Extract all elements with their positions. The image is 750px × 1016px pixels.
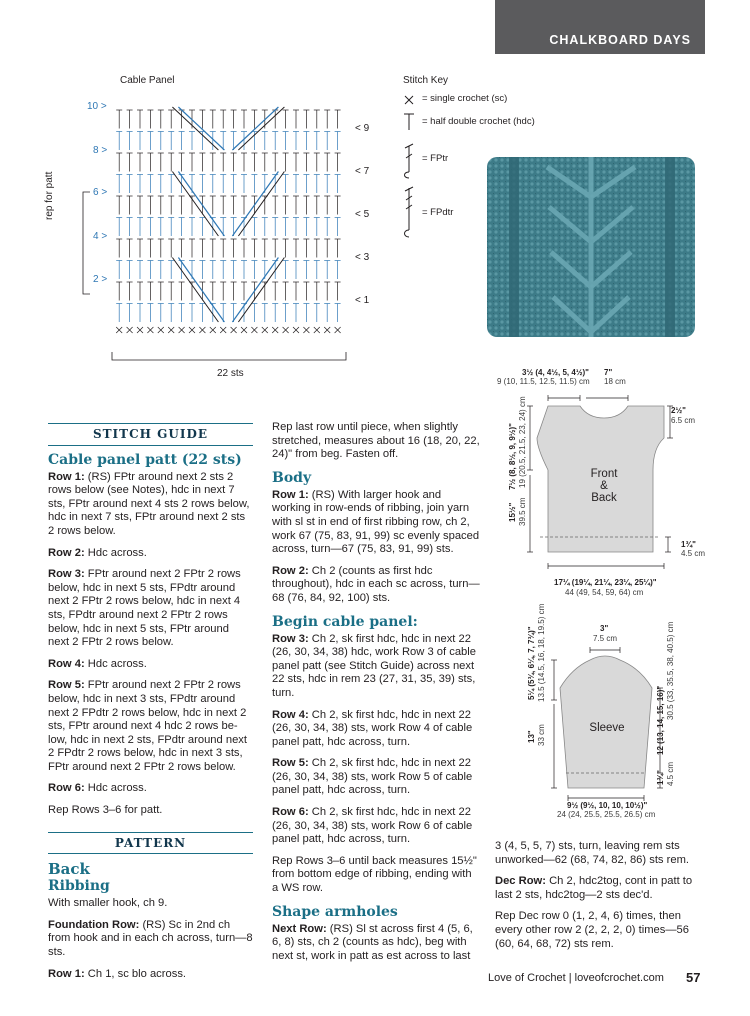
shape-row: Next Row: (RS) Sl st across first 4 (5, 6, 6, 8) sts, ch 2 (counts as hdc), beg with next st, work in patt as est across to last (272, 922, 473, 962)
cable-row: Row 5: Ch 2, sk first hdc, hdc in next 22 (26, 30, 34, 38) sts, work Row 5 of cable panel patt, hdc across, turn. (272, 757, 473, 797)
chart-stitch (172, 107, 218, 150)
body-row: Row 1: (RS) With larger hook and working in row-ends of ribbing, join yarn with sl st in end of first ribbing row, ch 2, work 67 (75, 83, 91, 99) sc evenly spaced across, turn—67 (75, 83, 91, 99) sts. (272, 488, 480, 556)
chart-row-label: < 1 (355, 295, 370, 306)
section-banner (495, 0, 705, 54)
body-row: Row 2: Ch 2 (counts as first hdc throughout), hdc in each sc across, turn—68 (76, 84, 92, 100) sts. (272, 564, 480, 604)
cable-rows (272, 633, 480, 896)
dec-row: Rep Dec row 0 (1, 2, 4, 6) times, then every other row 2 (2, 2, 2, 0) times—56 (60, 64, 68, 72) sts rem. (495, 910, 689, 950)
front-left-lower-in: 15½" (508, 502, 517, 522)
cable-row: Row 6: Ch 2, sk first hdc, hdc in next 22 (26, 30, 34, 38) sts, work Row 6 of cable panel patt, hdc across, turn. (272, 806, 473, 846)
stitch-guide-row: Row 4: Hdc across. (48, 657, 147, 670)
page-number: 57 (686, 970, 701, 985)
back-heading: Back (48, 860, 90, 879)
front-right-bottom-in: 1¾" (681, 540, 696, 549)
front-top-mid-in: 7" (604, 368, 613, 377)
cable-row: Rep Rows 3–6 until back measures 15½" from bottom edge of ribbing, ending with a WS row. (272, 854, 477, 895)
stitch-guide-row: Row 2: Hdc across. (48, 546, 147, 559)
stitch-guide-row: Row 1: (RS) FPtr around next 2 sts 2 rows below (see Notes), hdc in next 7 sts, FPtr around next 4 sts 2 rows below, hdc in next 7 sts, FPtr around next 2 sts 2 rows below. (48, 470, 250, 537)
stitch-guide-rows (48, 471, 253, 818)
pattern-heading: PATTERN (48, 832, 253, 855)
rep-bracket (80, 190, 92, 300)
stitch-key-item: = FPtr (422, 153, 449, 164)
chart-stitch (232, 258, 278, 323)
sc-symbol-icon (405, 96, 413, 104)
chart-stitch (238, 258, 284, 323)
cable-row: Row 4: Ch 2, sk first hdc, hdc in next 22 (26, 30, 34, 38) sts, work Row 4 of cable panel patt, hdc across, turn. (272, 708, 473, 748)
dec-row: Dec Row: Ch 2, hdc2tog, cont in patt to last 2 sts, hdc2tog—2 sts dec'd. (495, 875, 693, 901)
cable-panel-heading: Cable panel patt (22 sts) (48, 451, 242, 468)
chart-stitch (178, 107, 224, 150)
sleeve-left-in: 13" (527, 730, 536, 743)
column-1 (48, 423, 253, 989)
stitch-guide-row: Rep Rows 3–6 for patt. (48, 804, 163, 817)
shape-armholes-heading: Shape armholes (272, 903, 398, 920)
sleeve-label: Sleeve (589, 722, 625, 734)
chart-row-label: 2 > (93, 274, 108, 285)
front-bottom-in: 17¼ (19¼, 21¼, 23¼, 25¼)" (554, 578, 657, 587)
front-label: Front & Back (590, 468, 618, 504)
stitch-key-title: Stitch Key (403, 75, 449, 86)
column-3 (495, 840, 705, 959)
chart-title: Cable Panel (120, 75, 175, 86)
stitch-guide-row: Row 6: Hdc across. (48, 782, 147, 795)
front-right-top-in: 2½" (671, 406, 686, 415)
swatch-photo (487, 157, 695, 337)
sleeve-bottom-in: 9½ (9½, 10, 10, 10½)" (567, 801, 648, 810)
footer-text: Love of Crochet | loveofcrochet.com (488, 972, 664, 984)
sleeve-right-in: 12 (13, 14, 15, 16)" (656, 685, 665, 755)
chart-stitch (172, 172, 218, 237)
stitch-key-item: = single crochet (sc) (422, 93, 508, 104)
dec-rows (495, 840, 705, 951)
sleeve-left-cap-in: 5¼ (5¾, 6¼, 7, 7¾)" (527, 626, 536, 700)
front-left-lower-cm: 39.5 cm (518, 497, 527, 526)
hdc-symbol-icon (404, 114, 414, 130)
body-heading: Body (272, 469, 312, 486)
front-bottom-cm: 44 (49, 54, 59, 64) cm (565, 588, 644, 597)
chart-width-label: 22 sts (217, 368, 244, 379)
front-left-upper-in: 7½ (8, 8½, 9, 9½)" (508, 423, 517, 490)
cable-row: Row 3: Ch 2, sk first hdc, hdc in next 22 (26, 30, 34, 38) hdc, work Row 3 of cable panel patt (see Stitch Guide) across next 22 sts, hdc in rem 23 (27, 31, 35, 39) sts, turn. (272, 632, 476, 699)
ribbing-intro: With smaller hook, ch 9. (48, 897, 168, 910)
chart-row-label: 8 > (93, 145, 108, 156)
fptr-symbol-icon (405, 144, 414, 178)
chart-row-label: 10 > (87, 101, 107, 112)
chart-row-label: < 7 (355, 166, 370, 177)
width-bracket (110, 350, 350, 364)
chart-stitch (238, 172, 284, 237)
sleeve-right-cm: 30.5 (33, 35.5, 38, 40.5) cm (666, 621, 675, 720)
front-right-top-cm: 6.5 cm (671, 416, 696, 425)
chart-stitch (232, 107, 278, 150)
column-2 (272, 421, 480, 971)
front-left-upper-cm: 19 (20.5, 21.5, 23, 24) cm (518, 396, 527, 488)
sleeve-top-in: 3" (600, 624, 609, 633)
body-rows (272, 489, 480, 606)
front-top-left-in: 3½ (4, 4½, 5, 4½)" (522, 368, 589, 377)
front-top-left-cm: 9 (10, 11.5, 12.5, 11.5) cm (497, 377, 590, 386)
stitch-guide-row: Row 5: FPtr around next 2 FPtr 2 rows below, hdc in next 3 sts, FPdtr around next 2 FPdtr 2 rows below, hdc in next 2 sts, FPtr around next 4 hdc 2 rows be-low, hdc in next 2 sts, FPdtr around next 2 FPdtr 2 rows below, hdc in next 3 sts, FPtr around next 2 FPtr 2 rows below. (48, 679, 247, 773)
front-top-mid-cm: 18 cm (604, 377, 626, 386)
banner-title: CHALKBOARD DAYS (549, 33, 691, 47)
chart-row-label: < 9 (355, 123, 370, 134)
stitch-key-item: = FPdtr (422, 207, 454, 218)
shape-rows (272, 923, 480, 964)
ribbing-heading: Ribbing (48, 878, 110, 895)
ribbing-rows (48, 919, 253, 981)
sleeve-left-cap-cm: 13.5 (14.5, 16, 18, 19.5) cm (537, 603, 546, 702)
chart-row-label: < 5 (355, 209, 370, 220)
chart-row-label: 6 > (93, 187, 108, 198)
cable-chart (108, 95, 353, 347)
sleeve-right-bottom-cm: 4.5 cm (666, 761, 675, 786)
rep-label: rep for patt (44, 171, 55, 220)
fpdtr-symbol-icon (405, 187, 414, 237)
begin-cable-heading: Begin cable panel: (272, 613, 418, 630)
stitch-guide-heading: STITCH GUIDE (48, 423, 253, 446)
chart-stitch (178, 258, 224, 323)
sleeve-bottom-cm: 24 (24, 25.5, 25.5, 26.5) cm (557, 810, 656, 819)
chart-stitch (178, 172, 224, 237)
rep-intro: Rep last row until piece, when slightly stretched, measures about 16 (18, 20, 22, 24)" from beg. Fasten off. (272, 421, 480, 461)
sleeve-right-bottom-in: 1¾" (656, 770, 665, 785)
chart-stitch (238, 107, 284, 150)
chart-stitch (172, 258, 218, 323)
stitch-key-symbols (402, 92, 420, 242)
front-right-bottom-cm: 4.5 cm (681, 549, 706, 558)
ribbing-row: Row 1: Ch 1, sc blo across. (48, 967, 187, 980)
dec-row: 3 (4, 5, 5, 7) sts, turn, leaving rem sts unworked—62 (68, 74, 82, 86) sts rem. (495, 840, 690, 866)
sleeve-left-cm: 33 cm (537, 724, 546, 746)
chart-stitch (232, 172, 278, 237)
stitch-key-item: = half double crochet (hdc) (422, 116, 535, 127)
sleeve-top-cm: 7.5 cm (593, 634, 618, 643)
ribbing-row: Foundation Row: (RS) Sc in 2nd ch from hook and in each ch across, turn—8 sts. (48, 918, 253, 959)
stitch-guide-row: Row 3: FPtr around next 2 FPtr 2 rows below, hdc in next 5 sts, FPdtr around next 2 FPtr 2 rows below, hdc in next 4 sts, FPdtr around next 2 FPtr 2 rows below, hdc in next 5 sts, FPtr around next 2 FPtr 2 rows below. (48, 568, 241, 649)
chart-row-label: < 3 (355, 252, 370, 263)
chart-row-label: 4 > (93, 231, 108, 242)
